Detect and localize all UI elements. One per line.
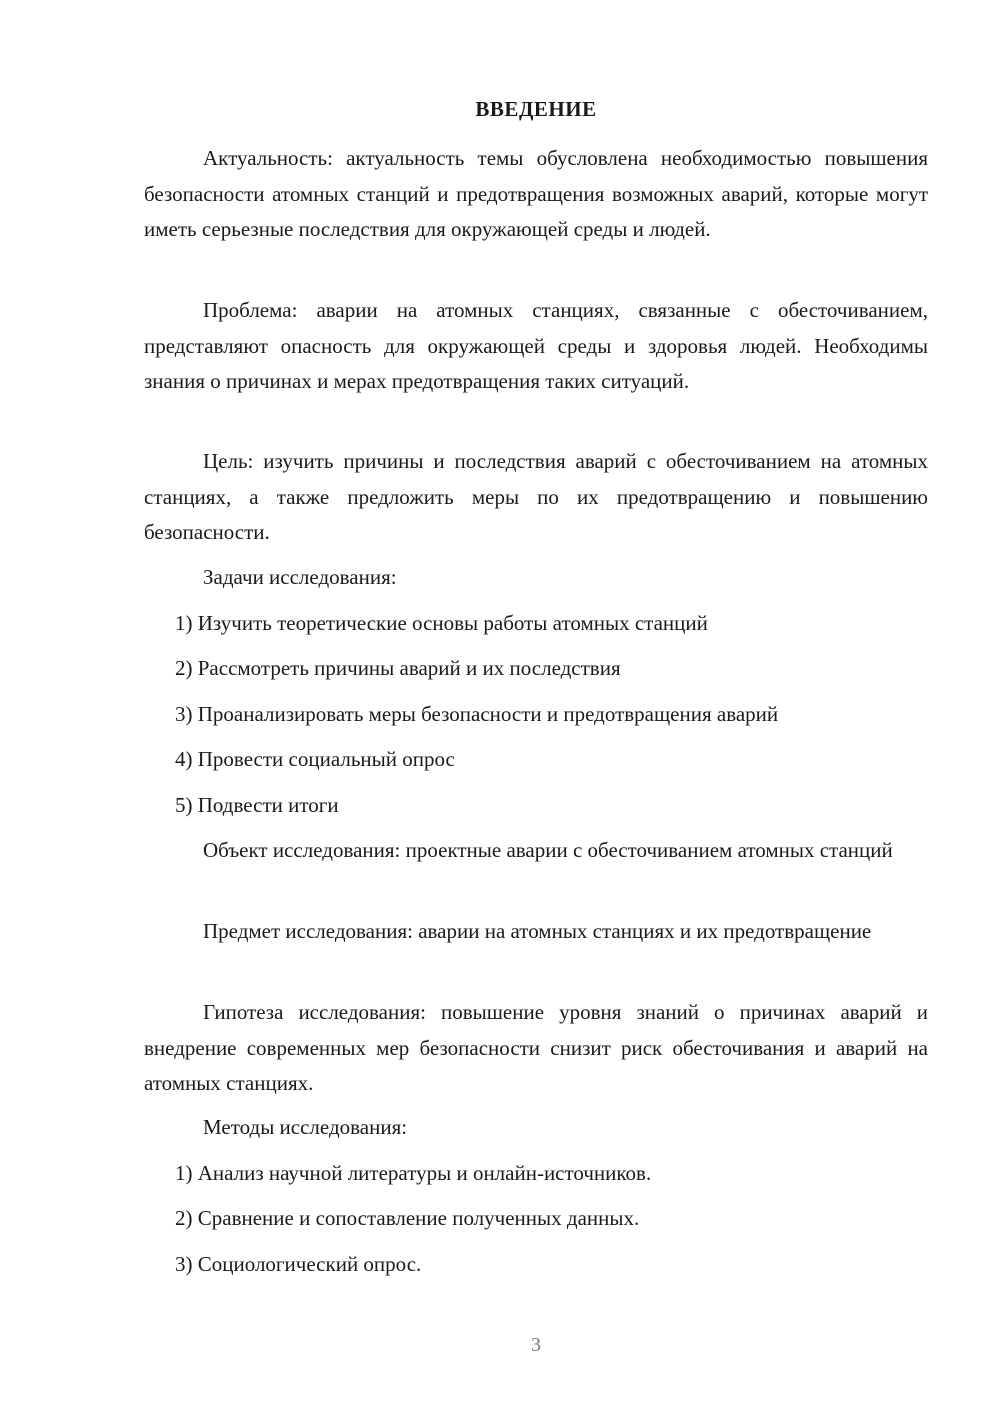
task-item-2: 2) Рассмотреть причины аварий и их последствия bbox=[175, 656, 621, 680]
method-item-1: 1) Анализ научной литературы и онлайн-источников. bbox=[175, 1161, 652, 1185]
task-item-4: 4) Провести социальный опрос bbox=[175, 747, 455, 771]
hypothesis-paragraph: Гипотеза исследования: повышение уровня знаний о причинах аварий и внедрение современных мер безопасности снизит риск обесточивания и аварий на атомных станциях. bbox=[144, 1000, 928, 1095]
page-heading: ВВЕДЕНИЕ bbox=[475, 97, 597, 121]
method-item-2: 2) Сравнение и сопоставление полученных данных. bbox=[175, 1206, 640, 1230]
subject-paragraph: Предмет исследования: аварии на атомных станциях и их предотвращение bbox=[203, 919, 872, 943]
problem-paragraph: Проблема: аварии на атомных станциях, связанные с обесточиванием, представляют опасность для окружающей среды и здоровья людей. Необходимы знания о причинах и мерах предотвращения таких ситуаций. bbox=[144, 298, 928, 393]
task-item-1: 1) Изучить теоретические основы работы атомных станций bbox=[175, 611, 708, 635]
tasks-title: Задачи исследования: bbox=[203, 565, 397, 589]
goal-paragraph: Цель: изучить причины и последствия аварий с обесточиванием на атомных станциях, а также предложить меры по их предотвращению и повышению безопасности. bbox=[144, 449, 928, 544]
page-number: 3 bbox=[531, 1334, 541, 1356]
relevance-paragraph: Актуальность: актуальность темы обусловлена необходимостью повышения безопасности атомных станций и предотвращения возможных аварий, которые могут иметь серьезные последствия для окружающей среды и людей. bbox=[144, 146, 928, 241]
task-item-5: 5) Подвести итоги bbox=[175, 793, 339, 817]
task-item-3: 3) Проанализировать меры безопасности и предотвращения аварий bbox=[175, 702, 779, 726]
methods-title: Методы исследования: bbox=[203, 1115, 408, 1139]
object-paragraph: Объект исследования: проектные аварии с обесточиванием атомных станций bbox=[203, 838, 893, 862]
method-item-3: 3) Социологический опрос. bbox=[175, 1252, 422, 1276]
